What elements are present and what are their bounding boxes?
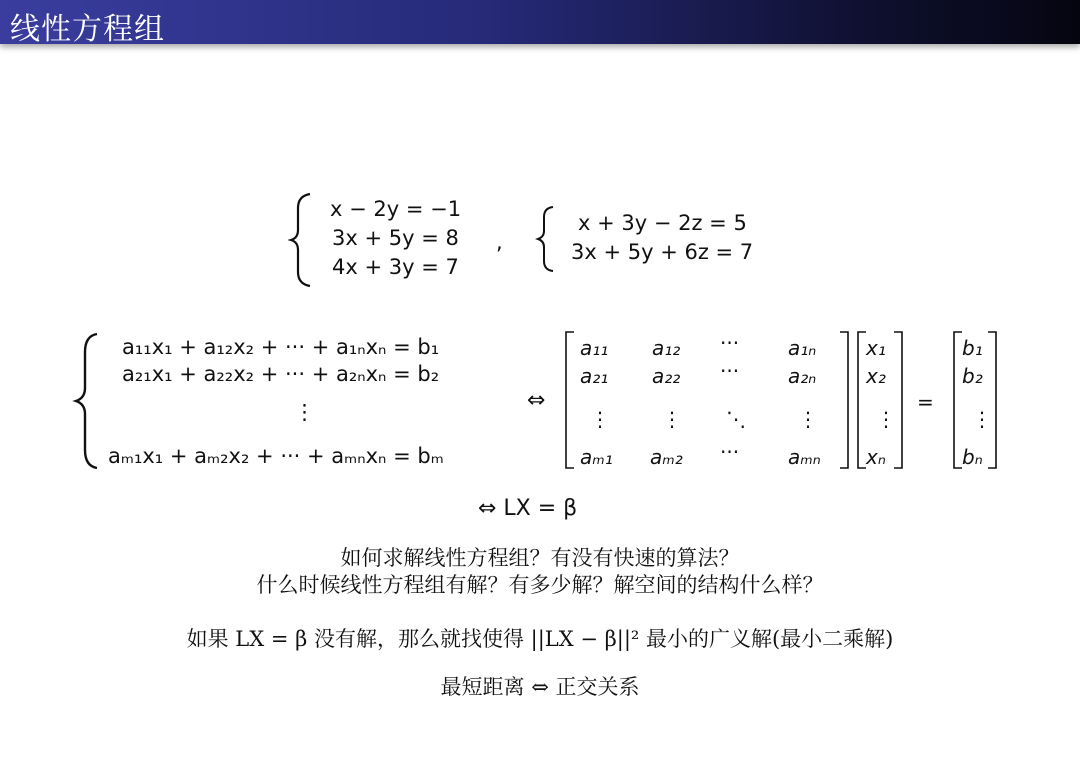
coef-cell: aₘ₁ bbox=[580, 445, 613, 469]
x-cell: x₂ bbox=[866, 364, 886, 388]
x-cell: ⋮ bbox=[876, 407, 896, 431]
coef-cell: a₁ₙ bbox=[788, 336, 817, 360]
system-separator: , bbox=[496, 230, 503, 254]
coef-cell: aₘₙ bbox=[788, 445, 821, 469]
equivalence-symbol: ⇔ bbox=[527, 388, 546, 413]
coef-cell: ··· bbox=[720, 440, 740, 464]
slide-title: 线性方程组 bbox=[10, 12, 165, 47]
least-squares-line: 如果 LX = β 没有解，那么就找使得 ||LX − β||² 最小的广义解(最小二乘解) bbox=[186, 627, 894, 651]
system-1-eq-1: x − 2y = −1 bbox=[330, 197, 462, 221]
left-brace-2 bbox=[535, 205, 557, 273]
x-cell: x₁ bbox=[866, 336, 886, 360]
general-eq-1: a₁₁x₁ + a₁₂x₂ + ··· + a₁ₙxₙ = b₁ bbox=[122, 335, 440, 359]
x-bracket-left bbox=[858, 332, 866, 468]
coef-cell: ⋱ bbox=[726, 407, 746, 431]
system-1-eq-2: 3x + 5y = 8 bbox=[332, 226, 459, 250]
question-line-1: 如何求解线性方程组？有没有快速的算法？ bbox=[340, 546, 740, 570]
left-brace-general bbox=[72, 332, 102, 470]
coef-cell: a₂₂ bbox=[652, 364, 681, 388]
question-line-2: 什么时候线性方程组有解？有多少解？解空间的结构什么样？ bbox=[256, 573, 824, 597]
x-bracket-right bbox=[894, 332, 902, 468]
b-bracket-left bbox=[954, 332, 962, 468]
b-cell: ⋮ bbox=[972, 407, 992, 431]
b-cell: b₂ bbox=[962, 364, 983, 388]
coef-cell: ··· bbox=[720, 331, 740, 355]
coef-cell: a₂₁ bbox=[580, 364, 609, 388]
x-cell: xₙ bbox=[866, 445, 886, 469]
general-eq-2: a₂₁x₁ + a₂₂x₂ + ··· + a₂ₙxₙ = b₂ bbox=[122, 362, 440, 386]
matrix-equation bbox=[560, 328, 1010, 474]
general-eq-vdots: ⋮ bbox=[294, 400, 315, 424]
coef-cell: aₘ₂ bbox=[650, 445, 683, 469]
b-cell: b₁ bbox=[962, 336, 983, 360]
general-eq-m: aₘ₁x₁ + aₘ₂x₂ + ··· + aₘₙxₙ = bₘ bbox=[108, 444, 444, 468]
b-cell: bₙ bbox=[962, 445, 983, 469]
coef-cell: ⋮ bbox=[590, 407, 610, 431]
coef-cell: a₁₁ bbox=[580, 336, 609, 360]
system-2-eq-1: x + 3y − 2z = 5 bbox=[578, 211, 747, 235]
coef-cell: a₁₂ bbox=[652, 336, 681, 360]
conclusion-line: 最短距离 ⇔ 正交关系 bbox=[440, 675, 640, 699]
equals-sign: = bbox=[917, 390, 934, 414]
b-bracket-right bbox=[988, 332, 996, 468]
coef-cell: ··· bbox=[720, 359, 740, 383]
system-1-eq-3: 4x + 3y = 7 bbox=[332, 255, 459, 279]
coef-cell: ⋮ bbox=[798, 407, 818, 431]
coef-bracket-right bbox=[840, 332, 848, 468]
matrix-form: ⇔ LX = β bbox=[478, 496, 578, 521]
left-brace-1 bbox=[288, 192, 314, 288]
coef-bracket-left bbox=[566, 332, 574, 468]
coef-cell: a₂ₙ bbox=[788, 364, 817, 388]
coef-cell: ⋮ bbox=[662, 407, 682, 431]
title-bar bbox=[0, 0, 1080, 47]
system-2-eq-2: 3x + 5y + 6z = 7 bbox=[571, 240, 754, 264]
